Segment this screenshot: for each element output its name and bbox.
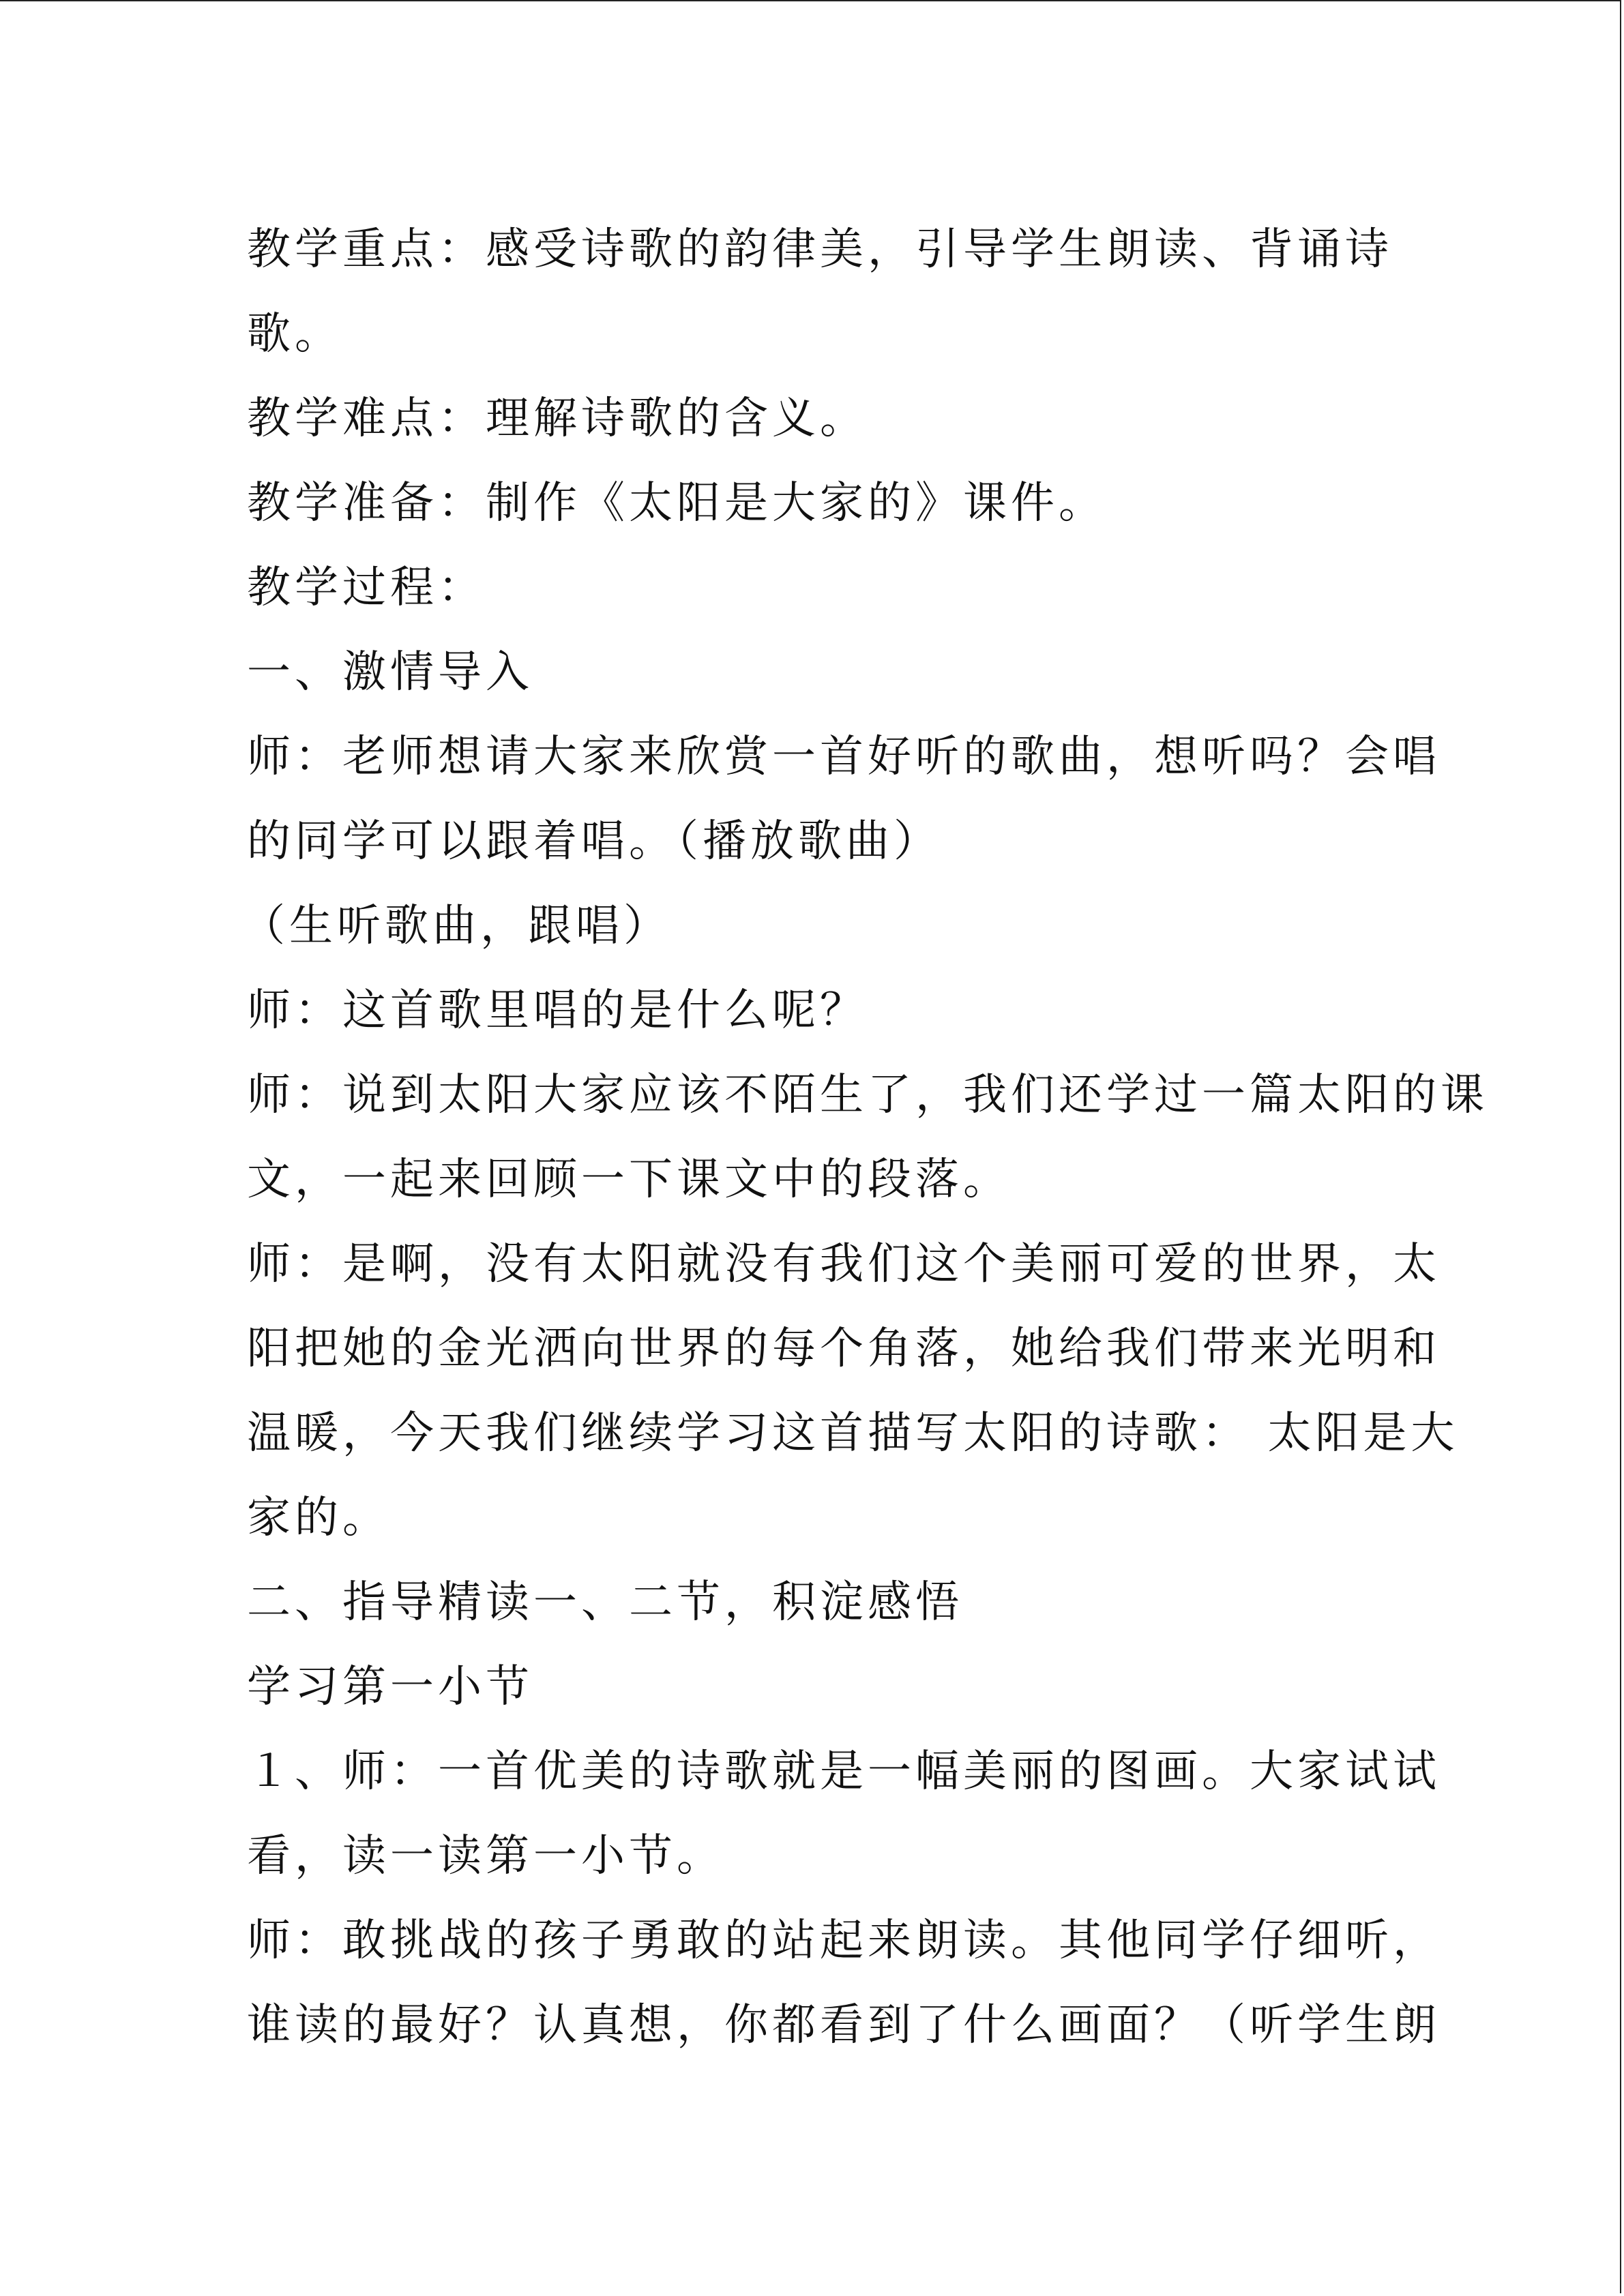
text-line: 师：敢挑战的孩子勇敢的站起来朗读。其他同学仔细听， [247, 1915, 1441, 1966]
text-line: 教学过程： [247, 563, 486, 613]
text-line: 的同学可以跟着唱。（播放歌曲） [247, 816, 941, 867]
text-line: 歌。 [247, 309, 342, 359]
text-line: 师：是啊，没有太阳就没有我们这个美丽可爱的世界，太 [247, 1239, 1441, 1289]
text-line: 教学难点：理解诗歌的含义。 [247, 393, 868, 444]
section-heading: 二、指导精读一、二节，积淀感悟 [247, 1577, 963, 1628]
text-line: （生听歌曲，跟唱） [241, 901, 671, 951]
text-line: 文，一起来回顾一下课文中的段落。 [247, 1154, 1011, 1205]
text-line: 师：说到太阳大家应该不陌生了，我们还学过一篇太阳的课 [247, 1070, 1488, 1120]
text-line: 阳把她的金光洒向世界的每个角落，她给我们带来光明和 [247, 1324, 1441, 1374]
text-line: 教学准备：制作《太阳是大家的》课件。 [247, 478, 1106, 528]
section-heading: 一、激情导入 [247, 647, 533, 698]
text-line: 师：这首歌里唱的是什么呢？ [247, 985, 868, 1036]
text-line: 温暖，今天我们继续学习这首描写太阳的诗歌： 太阳是大 [247, 1408, 1459, 1459]
text-line: 家的。 [247, 1493, 390, 1543]
text-line: 教学重点：感受诗歌的韵律美，引导学生朗读、背诵诗 [247, 224, 1393, 275]
text-line: 看，读一读第一小节。 [247, 1831, 724, 1881]
text-line: １、师：一首优美的诗歌就是一幅美丽的图画。大家试试 [247, 1746, 1441, 1797]
document-body [241, 207, 1488, 2068]
text-line: 谁读的最好？认真想，你都看到了什么画面？（听学生朗 [247, 2000, 1441, 2051]
text-line: 师：老师想请大家来欣赏一首好听的歌曲，想听吗？会唱 [247, 732, 1441, 782]
subsection-heading: 学习第一小节 [247, 1662, 533, 1712]
